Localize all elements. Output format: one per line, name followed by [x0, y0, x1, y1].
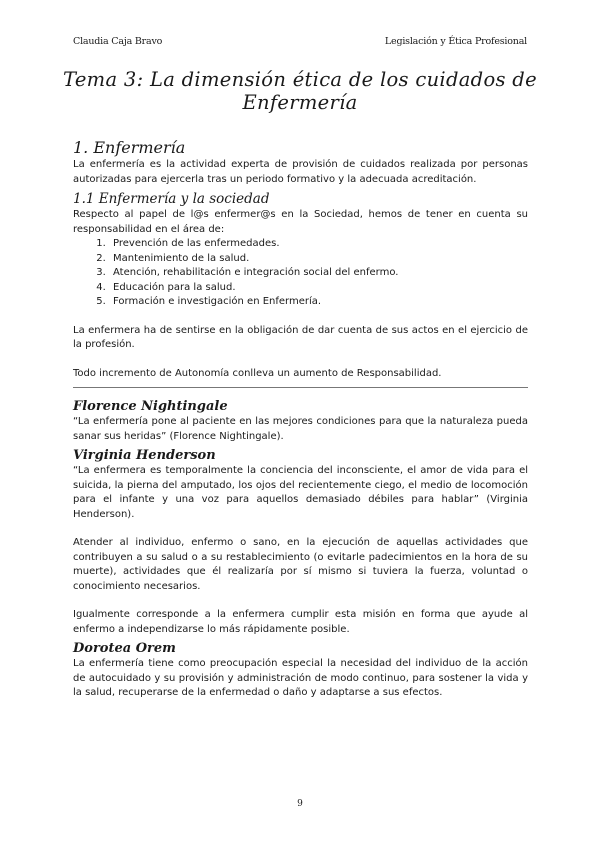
page-number: 9	[297, 799, 303, 809]
responsibility-list	[73, 237, 528, 310]
document-body	[73, 134, 528, 701]
list-item: 3. Atención, rehabilitación e integración social del enfermo.	[109, 266, 528, 281]
nightingale-quote: “La enfermería pone al paciente en las mejores condiciones para que la naturaleza pueda sanar sus heridas” (Florence Nightingale).	[73, 416, 528, 442]
heading-virginia-henderson: Virginia Henderson	[73, 448, 216, 463]
heading-dorotea-orem: Dorotea Orem	[73, 641, 176, 656]
subsection-intro-paragraph: Respecto al papel de l@s enfermer@s en la Sociedad, hemos de tener en cuenta su responsabilidad en el área de:	[73, 209, 528, 235]
header-author: Claudia Caja Bravo	[73, 36, 163, 47]
henderson-paragraph-1: Atender al individuo, enfermo o sano, en la ejecución de aquellas actividades que contribuyen a su salud o a su restablecimiento (o evitarle padecimientos en la hora de su muerte), actividades que él realizaría por sí mismo si tuviera la fuerza, voluntad o conocimiento necesarios.	[73, 537, 528, 592]
header-course: Legislación y Ética Profesional	[384, 36, 527, 47]
henderson-paragraph-2: Igualmente corresponde a la enfermera cumplir esta misión en forma que ayude al enfermo a independizarse lo más rápidamente posible.	[73, 609, 528, 635]
list-item: 1. Prevención de las enfermedades.	[109, 237, 528, 252]
subsection-heading-sociedad: 1.1 Enfermería y la sociedad	[73, 191, 270, 207]
autonomy-paragraph: Todo incremento de Autonomía conlleva un aumento de Responsabilidad.	[73, 367, 442, 379]
orem-paragraph: La enfermería tiene como preocupación especial la necesidad del individuo de la acción de autocuidado y su provisión y administración de modo continuo, para sostener la vida y la salud, recuperarse de la enfermedad o daño y adaptarse a sus efectos.	[73, 658, 528, 698]
section-divider	[73, 387, 528, 388]
heading-florence-nightingale: Florence Nightingale	[73, 399, 228, 414]
list-item: 2. Mantenimiento de la salud.	[109, 252, 528, 267]
obligation-paragraph: La enfermera ha de sentirse en la obligación de dar cuenta de sus actos en el ejercicio de la profesión.	[73, 324, 528, 350]
section-intro-paragraph: La enfermería es la actividad experta de provisión de cuidados realizada por personas autorizadas para ejercerla tras un periodo formativo y la adecuada acreditación.	[73, 159, 528, 185]
section-heading-enfermeria: 1. Enfermería	[73, 138, 186, 157]
list-item: 5. Formación e investigación en Enfermería.	[109, 295, 528, 310]
page-title: Tema 3: La dimensión ética de los cuidados de Enfermería	[63, 68, 537, 114]
henderson-quote: “La enfermera es temporalmente la conciencia del inconsciente, el amor de vida para el suicida, la pierna del amputado, los ojos del recientemente ciego, el medio de locomoción para el infante y una voz para aquellos demasiado débiles para hablar” (Virginia Henderson).	[73, 465, 528, 520]
list-item: 4. Educación para la salud.	[109, 281, 528, 296]
